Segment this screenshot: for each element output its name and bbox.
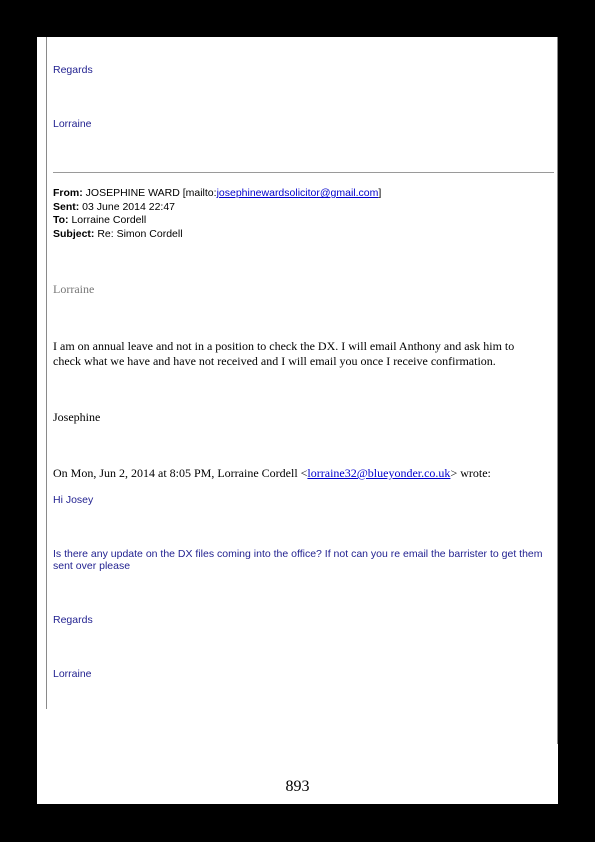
sent-label: Sent: [53, 201, 80, 213]
to-value: Lorraine Cordell [68, 214, 147, 226]
quoted-name: Lorraine [53, 668, 92, 680]
quote-bar [46, 37, 47, 709]
top-regards: Regards [53, 64, 93, 76]
from-close: ] [378, 187, 382, 199]
subject-line [53, 228, 183, 240]
email-separator [53, 172, 554, 173]
body-signoff: Josephine [53, 410, 101, 424]
from-name: JOSEPHINE WARD [mailto: [82, 187, 217, 199]
from-line [53, 187, 381, 199]
body-para-line1: I am on annual leave and not in a position to check the DX. I will email Anthony and ask him to [53, 339, 515, 353]
subject-value: Re: Simon Cordell [94, 228, 183, 240]
to-label: To: [53, 214, 69, 226]
quote-email-link[interactable]: lorraine32@blueyonder.co.uk [307, 466, 451, 480]
page-border-right [557, 37, 558, 744]
sent-line [53, 201, 175, 213]
top-name: Lorraine [53, 118, 92, 130]
quote-attribution [53, 466, 491, 481]
page-number: 893 [285, 778, 310, 795]
quoted-line2: sent over please [53, 560, 131, 572]
quote-prefix: On Mon, Jun 2, 2014 at 8:05 PM, Lorraine Cordell < [53, 466, 308, 480]
from-email-link[interactable]: josephinewardsolicitor@gmail.com [216, 187, 379, 199]
subject-label: Subject: [53, 228, 95, 240]
body-greeting: Lorraine [53, 282, 95, 296]
to-line [53, 214, 146, 226]
document-page [37, 37, 558, 804]
quoted-greeting: Hi Josey [53, 494, 94, 506]
from-label: From: [53, 187, 83, 199]
quoted-regards: Regards [53, 614, 93, 626]
quoted-line1: Is there any update on the DX files coming into the office? If not can you re email the barrister to get them [53, 548, 543, 560]
sent-value: 03 June 2014 22:47 [79, 201, 176, 213]
quote-suffix: > wrote: [450, 466, 491, 480]
body-para-line2: check what we have and have not received and I will email you once I receive confirmation. [53, 354, 496, 368]
